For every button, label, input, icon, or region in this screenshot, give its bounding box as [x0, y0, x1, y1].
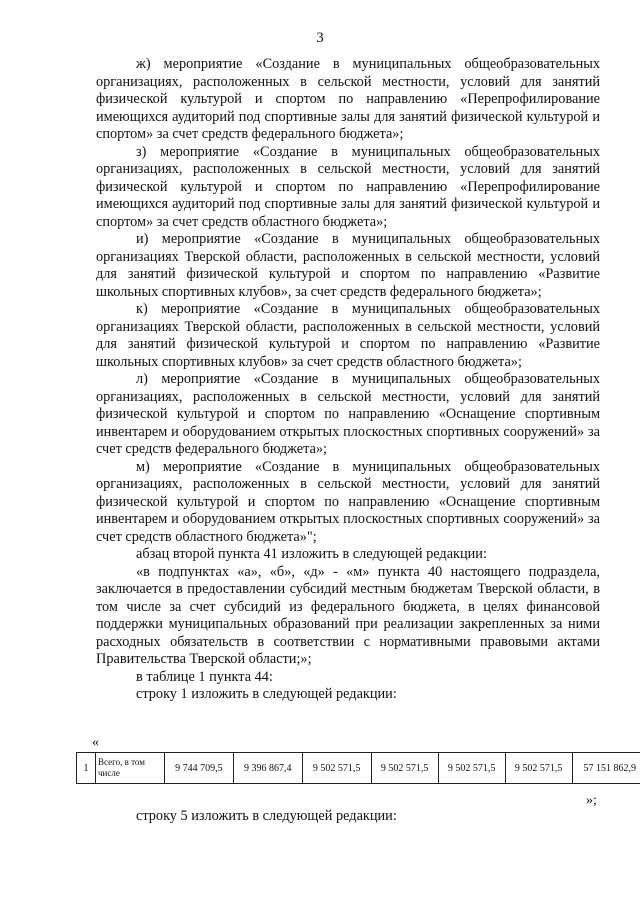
document-body — [96, 56, 600, 704]
paragraph-subpoints: «в подпунктах «а», «б», «д» - «м» пункта 40 настоящего подраздела, заключается в предоставлении субсидий местным бюджетам Тверской области, в том числе за счет субсидий из федерального бюджета, в целях финансовой поддержки муниципальных образований при реализации закрепленных за ними расходных обязательств в соответствии с нормативными правовыми актами Правительства Тверской области;»; — [96, 563, 600, 667]
paragraph-table-ref: в таблице 1 пункта 44: — [136, 668, 273, 685]
paragraph-row1-instruction: строку 1 изложить в следующей редакции: — [136, 686, 397, 702]
value-cell: 9 744 709,5 — [165, 753, 234, 784]
budget-table-row — [76, 752, 640, 784]
value-cell: 9 502 571,5 — [371, 753, 438, 784]
quote-open: « — [92, 735, 99, 750]
paragraph-z: з) мероприятие «Создание в муниципальных общеобразовательных организациях, расположенных в сельской местности, условий для занятий физической культурой и спортом по направлению «Перепрофилирование имеющихся аудиторий под спортивные залы для занятий физической культурой и спортом» за счет средств областного бюджета»; — [96, 143, 600, 230]
paragraph-i: и) мероприятие «Создание в муниципальных общеобразовательных организациях Тверской области, расположенных в сельской местности, условий для занятий физической культурой и спортом по направлению «Развитие школьных спортивных клубов», за счет средств федерального бюджета»; — [96, 231, 600, 300]
quote-close: »; — [586, 793, 597, 808]
paragraph-m: м) мероприятие «Создание в муниципальных общеобразовательных организациях, расположенных в сельской местности, условий для занятий физической культурой и спортом по направлению «Оснащение спортивным инвентарем и оборудованием открытых плоскостных спортивных сооружений» за счет средств областного бюджета»"; — [96, 458, 600, 545]
value-cell: 9 502 571,5 — [302, 753, 371, 784]
page-number: 3 — [316, 30, 324, 46]
value-cell: 9 502 571,5 — [505, 753, 572, 784]
paragraph-zh: ж) мероприятие «Создание в муниципальных общеобразовательных организациях, расположенных в сельской местности, условий для занятий физической культурой и спортом по направлению «Перепрофилирование имеющихся аудиторий под спортивные залы для занятий физической культурой и спортом» за счет средств федерального бюджета»; — [96, 56, 600, 142]
paragraph-abzac: абзац второй пункта 41 изложить в следующей редакции: — [136, 546, 487, 562]
row5-instruction: строку 5 изложить в следующей редакции: — [136, 808, 397, 824]
paragraph-l: л) мероприятие «Создание в муниципальных общеобразовательных организациях, расположенных в сельской местности, условий для занятий физической культурой и спортом по направлению «Оснащение спортивным инвентарем и оборудованием открытых плоскостных спортивных сооружений» за счет средств федерального бюджета»; — [96, 371, 600, 457]
value-cell: 9 396 867,4 — [233, 753, 302, 784]
row-number-cell: 1 — [77, 753, 96, 784]
table-row — [77, 753, 640, 784]
row-label-cell: Всего, в том числе — [96, 753, 165, 784]
value-cell: 9 502 571,5 — [438, 753, 505, 784]
total-value-cell: 57 151 862,9 — [572, 753, 640, 784]
paragraph-k: к) мероприятие «Создание в муниципальных общеобразовательных организациях Тверской области, расположенных в сельской местности, условий для занятий физической культурой и спортом по направлению «Развитие школьных спортивных клубов» за счет средств областного бюджета»; — [96, 301, 600, 370]
